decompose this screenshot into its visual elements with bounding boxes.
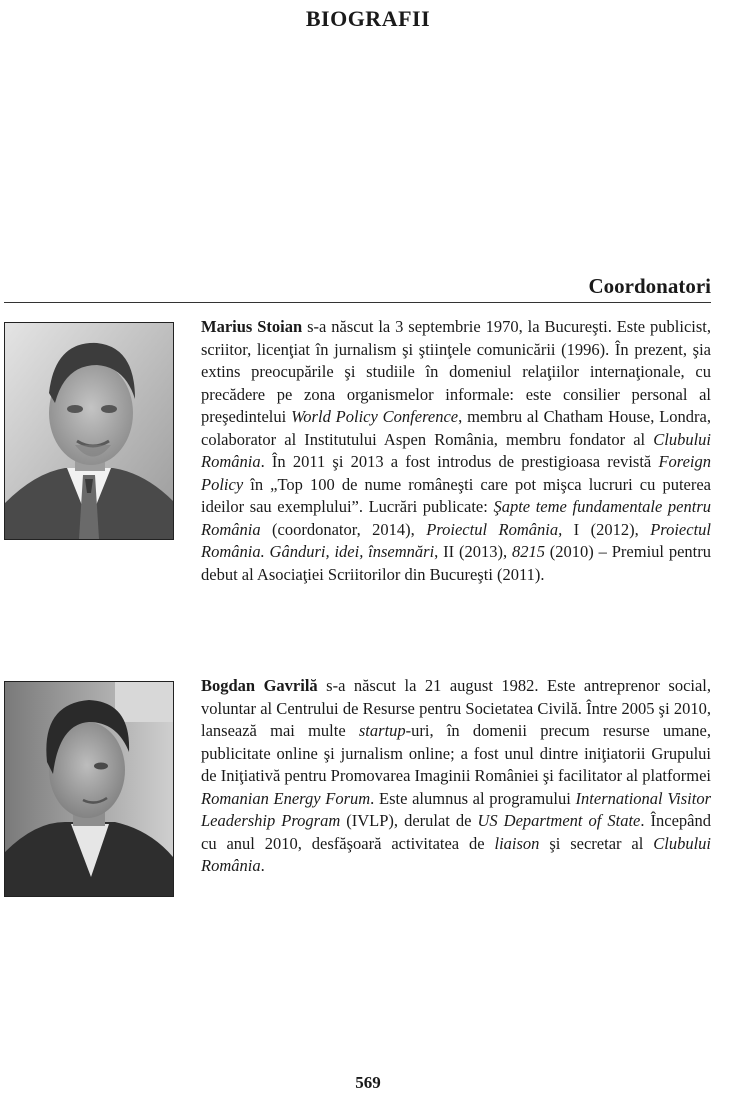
bio-name: Bogdan Gavrilă xyxy=(201,676,318,695)
bio-italic-title: International Visitor Leadership Program xyxy=(201,788,712,830)
bio-italic-title: 8215 xyxy=(511,542,545,561)
bio-text: s-a născut la 3 septembrie 1970, la Bucureşti. Este publicist, scriitor, licenţiat în jurnalism şi ştiinţele comunicării (1996). În prezent, şia extins preocupările şi studiile în domeniul relaţiilor internaţionale, cu precădere pe zona organismelor informale: este consilier personal al preşedintelui World Policy Conference, membru al Chatham House, Londra, colaborator al Institutului Aspen România, membru fondator al Clubului România. În 2011 şi 2013 a fost introdus de prestigioasa revistă Foreign Policy în „Top 100 de nume româneşti care pot mişca lucruri cu puterea ideilor sau exemplului”. Lucrări publicate: Şapte teme fundamentale pentru România (coordonator, 2014), Proiectul România, I (2012), Proiectul România. Gânduri, idei, însemnări, II (2013), 8215 (2010) – Premiul pentru debut al Asociaţiei Scriitorilor din Bucureşti (2011). xyxy=(201,317,712,584)
portrait-photo-bogdan-gavrila xyxy=(4,681,174,897)
bio-italic-title: Proiectul România. Gânduri, idei, însemnări xyxy=(201,519,711,561)
bio-text: s-a născut la 21 august 1982. Este antreprenor social, voluntar al Centrului de Resurse pentru Societatea Civilă. Între 2005 şi 2010, lansează mai multe startup-uri, în domenii precum resurse umane, publicitate online şi jurnalism online; a fost unul dintre iniţiatorii Grupului de Iniţiativă pentru Promovarea Imaginii României şi facilitator al platformei Romanian Energy Forum. Este alumnus al programului International Visitor Leadership Program (IVLP), derulat de US Department of State. Începând cu anul 2010, desfăşoară activitatea de liaison şi secretar al Clubului România. xyxy=(201,676,712,875)
bio-italic-title: Foreign Policy xyxy=(201,452,711,494)
bio-italic-title: liaison xyxy=(494,833,540,853)
bio-italic-title: startup xyxy=(358,721,406,740)
bio-italic-title: Romanian Energy Forum xyxy=(201,788,371,808)
bio-italic-title: Clubului România xyxy=(201,429,711,471)
bio-italic-title: Şapte teme fundamentale pentru România xyxy=(201,497,712,539)
section-divider xyxy=(4,302,711,303)
bio-italic-title: Proiectul România, xyxy=(426,519,563,539)
bio-italic-title: Clubului România xyxy=(201,833,712,875)
page-header-title: BIOGRAFII xyxy=(305,6,431,31)
bio-italic-title: World Policy Conference xyxy=(291,407,459,426)
portrait-photo-marius-stoian xyxy=(4,322,174,540)
bio-marius-stoian xyxy=(201,316,711,586)
bio-name: Marius Stoian xyxy=(201,317,303,336)
bio-bogdan-gavrila xyxy=(201,675,711,878)
bio-italic-title: US Department of State xyxy=(477,811,641,830)
page-number: 569 xyxy=(355,1073,381,1092)
section-title: Coordonatori xyxy=(588,274,711,298)
